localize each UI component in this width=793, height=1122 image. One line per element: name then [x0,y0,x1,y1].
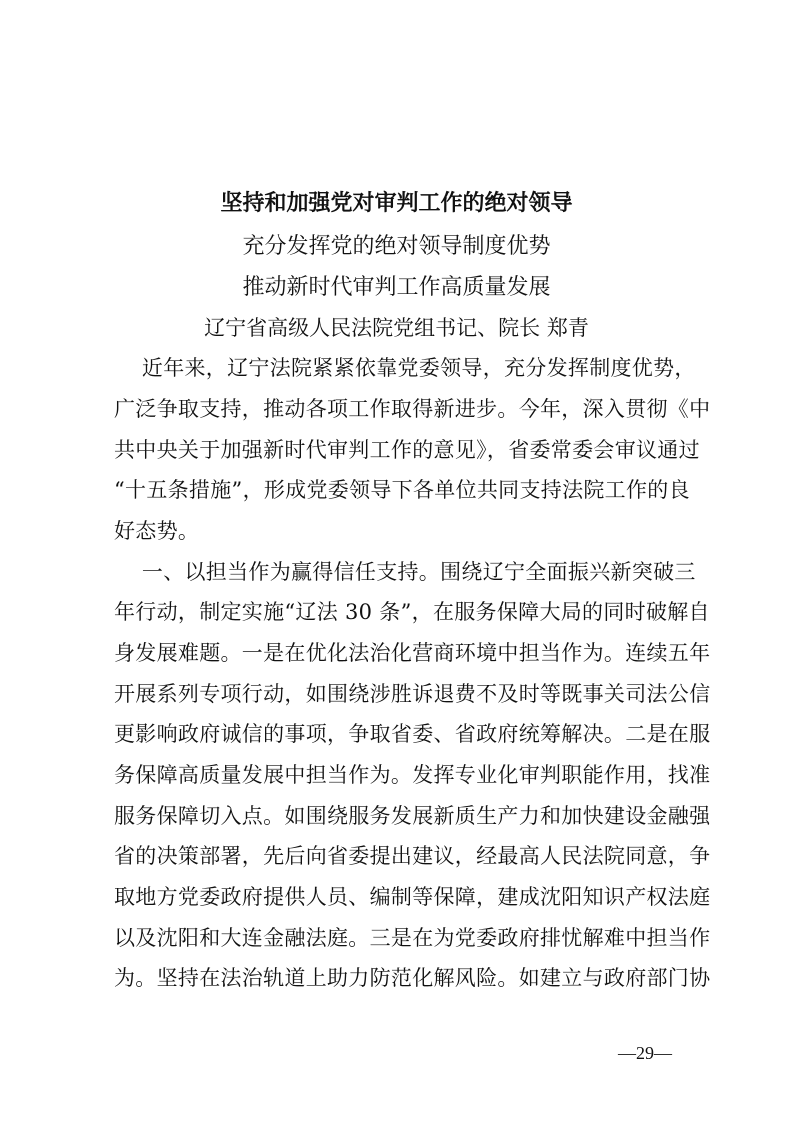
body-line: 以及沈阳和大连金融法庭。三是在为党委政府排忧解难中担当作 [114,926,711,950]
title-line-1: 坚持和加强党对审判工作的绝对领导 [220,190,573,216]
page-number: —29— [618,1043,672,1063]
body-line: 好态势。 [114,519,200,543]
body-line: 身发展难题。一是在优化法治化营商环境中担当作为。连续五年 [114,641,711,665]
body-line: 取地方党委政府提供人员、编制等保障，建成沈阳知识产权法庭 [114,885,711,909]
body-line: 服务保障切入点。如围绕服务发展新质生产力和加快建设金融强 [114,804,711,828]
body-line: 一、以担当作为赢得信任支持。围绕辽宁全面振兴新突破三 [114,560,696,584]
title-line-2: 充分发挥党的绝对领导制度优势 [242,234,551,259]
body-line: 务保障高质量发展中担当作为。发挥专业化审判职能作用，找准 [114,763,711,787]
body-line: 更影响政府诚信的事项，争取省委、省政府统筹解决。二是在服 [114,722,711,746]
author-line: 辽宁省高级人民法院党组书记、院长 郑青 [204,316,589,340]
body-line: 省的决策部署，先后向省委提出建议，经最高人民法院同意，争 [114,844,711,868]
body-line: “十五条措施”，形成党委领导下各单位共同支持法院工作的良 [114,478,690,502]
body-line: 广泛争取支持，推动各项工作取得新进步。今年，深入贯彻《中 [114,397,711,421]
body-line: 为。坚持在法治轨道上助力防范化解风险。如建立与政府部门协 [114,966,711,990]
title-line-3: 推动新时代审判工作高质量发展 [242,275,551,300]
body-line: 年行动，制定实施“辽法 30 条”，在服务保障大局的同时破解自 [114,600,710,624]
body-line: 近年来，辽宁法院紧紧依靠党委领导，充分发挥制度优势， [114,356,696,380]
body-line: 共中央关于加强新时代审判工作的意见》，省委常委会审议通过 [114,438,700,462]
body-line: 开展系列专项行动，如围绕涉胜诉退费不及时等既事关司法公信 [114,682,711,706]
